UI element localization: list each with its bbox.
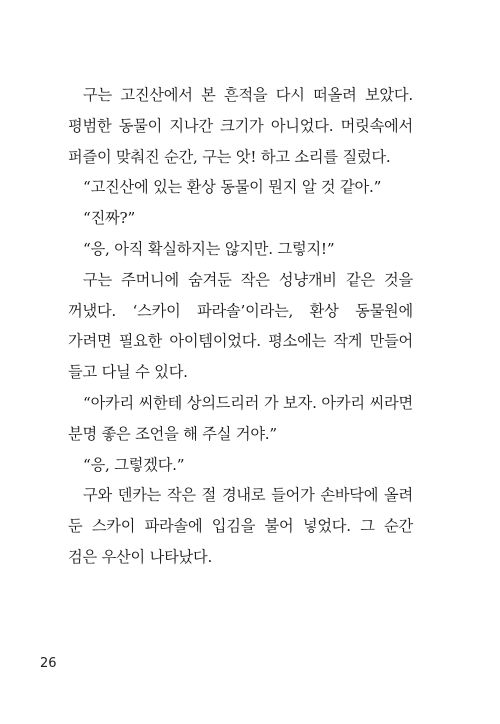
page-number: 26 (40, 656, 57, 671)
body-text (68, 80, 413, 573)
paragraph-5: 구는 주머니에 숨겨둔 작은 성냥개비 같은 것을 꺼냈다. ‘스카이 파라솔’이라는, 환상 동물원에 가려면 필요한 아이템이었다. 평소에는 작게 만들어 들고 다닐 수 있다. (68, 270, 413, 382)
paragraph-6: “아카리 씨한테 상의드리러 가 보자. 아카리 씨라면 분명 좋은 조언을 해 주실 거야.” (68, 393, 413, 443)
paragraph-2: “고진산에 있는 환상 동물이 뭔지 알 것 같아.” (83, 178, 382, 197)
paragraph-7: “응, 그렇겠다.” (83, 455, 185, 474)
paragraph-8: 구와 덴카는 작은 절 경내로 들어가 손바닥에 올려 둔 스카이 파라솔에 입김을 불어 넣었다. 그 순간 검은 우산이 나타났다. (68, 486, 413, 566)
paragraph-3: “진짜?” (83, 209, 136, 228)
paragraph-1: 구는 고진산에서 본 흔적을 다시 떠올려 보았다. 평범한 동물이 지나간 크기가 아니었다. 머릿속에서 퍼즐이 맞춰진 순간, 구는 앗! 하고 소리를 질렀다. (68, 86, 413, 166)
paragraph-4: “응, 아직 확실하지는 않지만. 그렇지!” (83, 239, 335, 258)
